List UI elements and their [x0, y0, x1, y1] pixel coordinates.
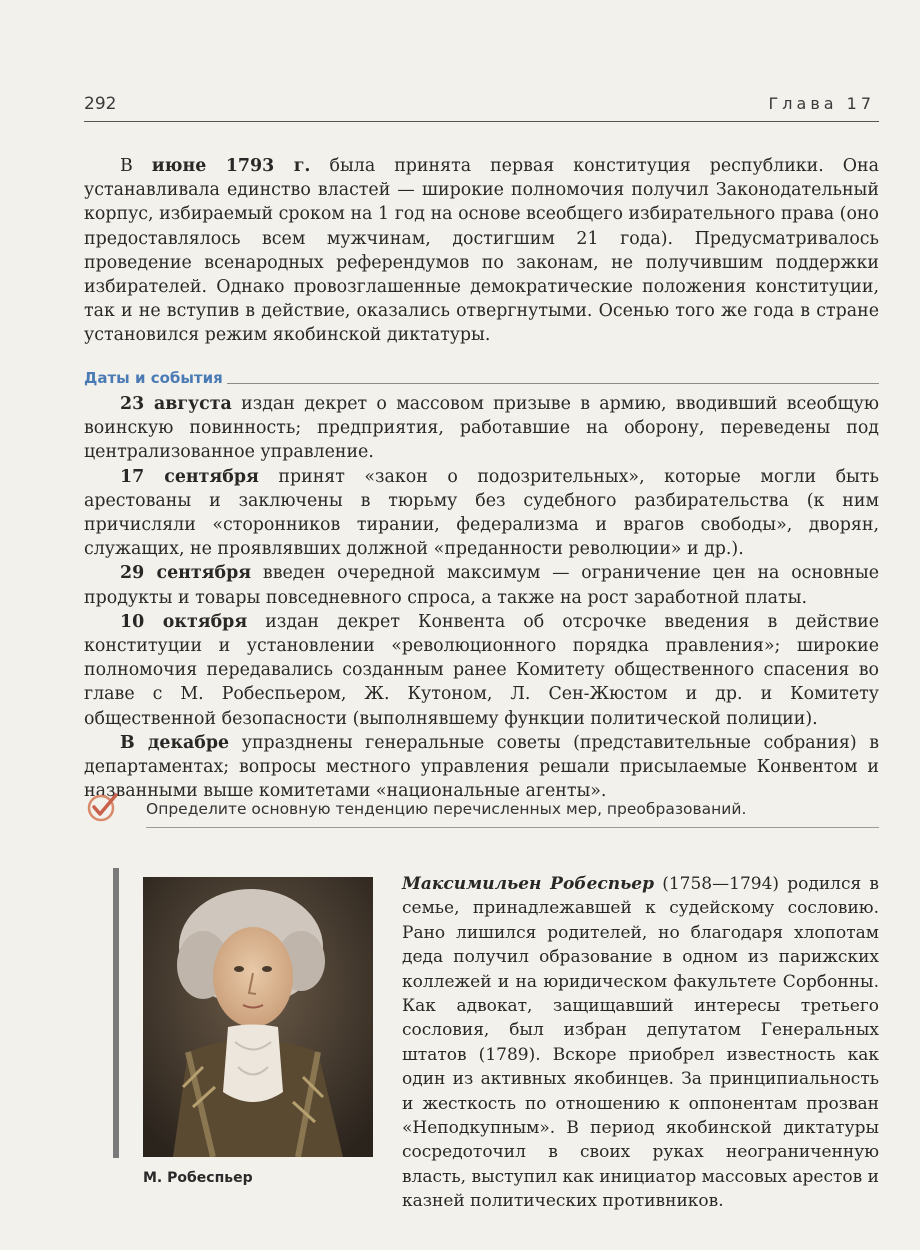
event-date: 17 сентября: [120, 466, 259, 487]
event-item: [84, 392, 879, 465]
event-item: [84, 465, 879, 562]
bio-name: Максимильен Робеспьер: [402, 874, 655, 894]
task-question: Определите основную тенденцию перечисленных мер, преобразований.: [146, 800, 747, 818]
event-date: 10 октября: [120, 611, 248, 632]
event-text: введен очередной максимум — ограничение цен на основные продукты и товары повседневного спроса, а также на рост заработной платы.: [84, 563, 879, 608]
sidebar-accent-bar: [113, 868, 119, 1158]
intro-text-rest: была принята первая конституция республики. Она устанавливала единство властей — широкие полномочия получил Законодательный корпус, избираемый сроком на 1 год на основе всеобщего избирательного права (оно предоставлялось всем мужчинам, достигшим 21 года). Предусматривалось проведение всенародных референдумов по законам, не получившим поддержки избирателей. Однако провозглашенные демократические положения конституции, так и не вступив в действие, оказались отвергнутыми. Осенью того же года в стране установился режим якобинской диктатуры.: [84, 156, 880, 346]
checkmark-icon: [86, 790, 120, 824]
chapter-label: Глава 17: [768, 94, 875, 113]
bio-text: (1758—1794) родился в семье, принадлежавшей к судейскому сословию. Рано лишился родителей, но благодаря хлопотам деда получил образование в одном из парижских коллежей и на юридическом факультете Сорбонны. Как адвокат, защищавший интересы третьего сословия, был избран депутатом Генеральных штатов (1789). Вскоре приобрел известность как один из активных якобинцев. За принципиальность и жесткость по отношению к оппонентам прозван «Неподкупным». В период якобинской диктатуры сосредоточил в своих руках неограниченную власть, выступил как инициатор массовых арестов и казней политических противников.: [402, 874, 879, 1212]
intro-text-start: В: [120, 156, 152, 176]
event-item: [84, 561, 879, 609]
header-divider: [84, 121, 879, 122]
event-item: [84, 610, 879, 731]
event-item: [84, 731, 879, 804]
event-text: издан декрет Конвента об отсрочке введения в действие конституции и установлении «революционного порядка правления»; широкие полномочия передавались созданным ранее Комитету общественного спасения во главе с М. Робеспьером, Ж. Кутоном, Л. Сен-Жюстом и др. и Комитету общественной безопасности (выполнявшему функции политической полиции).: [84, 611, 879, 729]
section-title: Даты и события: [84, 369, 223, 387]
intro-paragraph: [84, 154, 879, 348]
event-text: издан декрет о массовом призыве в армию, вводивший всеобщую воинскую повинность; предприятия, работавшие на оборону, переведены под централизованное управление.: [84, 394, 880, 463]
section-heading: [84, 367, 879, 387]
section-rule: [227, 383, 879, 384]
task-divider: [146, 827, 879, 828]
intro-date: июне 1793 г.: [151, 156, 311, 176]
page-number: 292: [84, 94, 117, 114]
event-date: 29 сентября: [120, 563, 252, 584]
robespierre-portrait: [143, 877, 373, 1157]
event-text: принят «закон о подозрительных», которые могли быть арестованы и заключены в тюрьму без судебного разбирательства (к ним причисляли «сторонников тирании, федерализма и врагов свободы», дворян, служащих, не проявлявших должной «преданности революции» и др.).: [84, 466, 879, 560]
event-date: 23 августа: [120, 394, 232, 414]
biography-paragraph: [402, 872, 879, 1214]
event-text: упразднены генеральные советы (представительные собрания) в департаментах; вопросы местного управления решали присылаемые Конвентом и названными выше комитетами «национальные агенты».: [84, 732, 880, 802]
events-list: [84, 392, 879, 803]
event-date: В декабре: [120, 732, 230, 753]
portrait-caption: М. Робеспьер: [143, 1170, 253, 1186]
